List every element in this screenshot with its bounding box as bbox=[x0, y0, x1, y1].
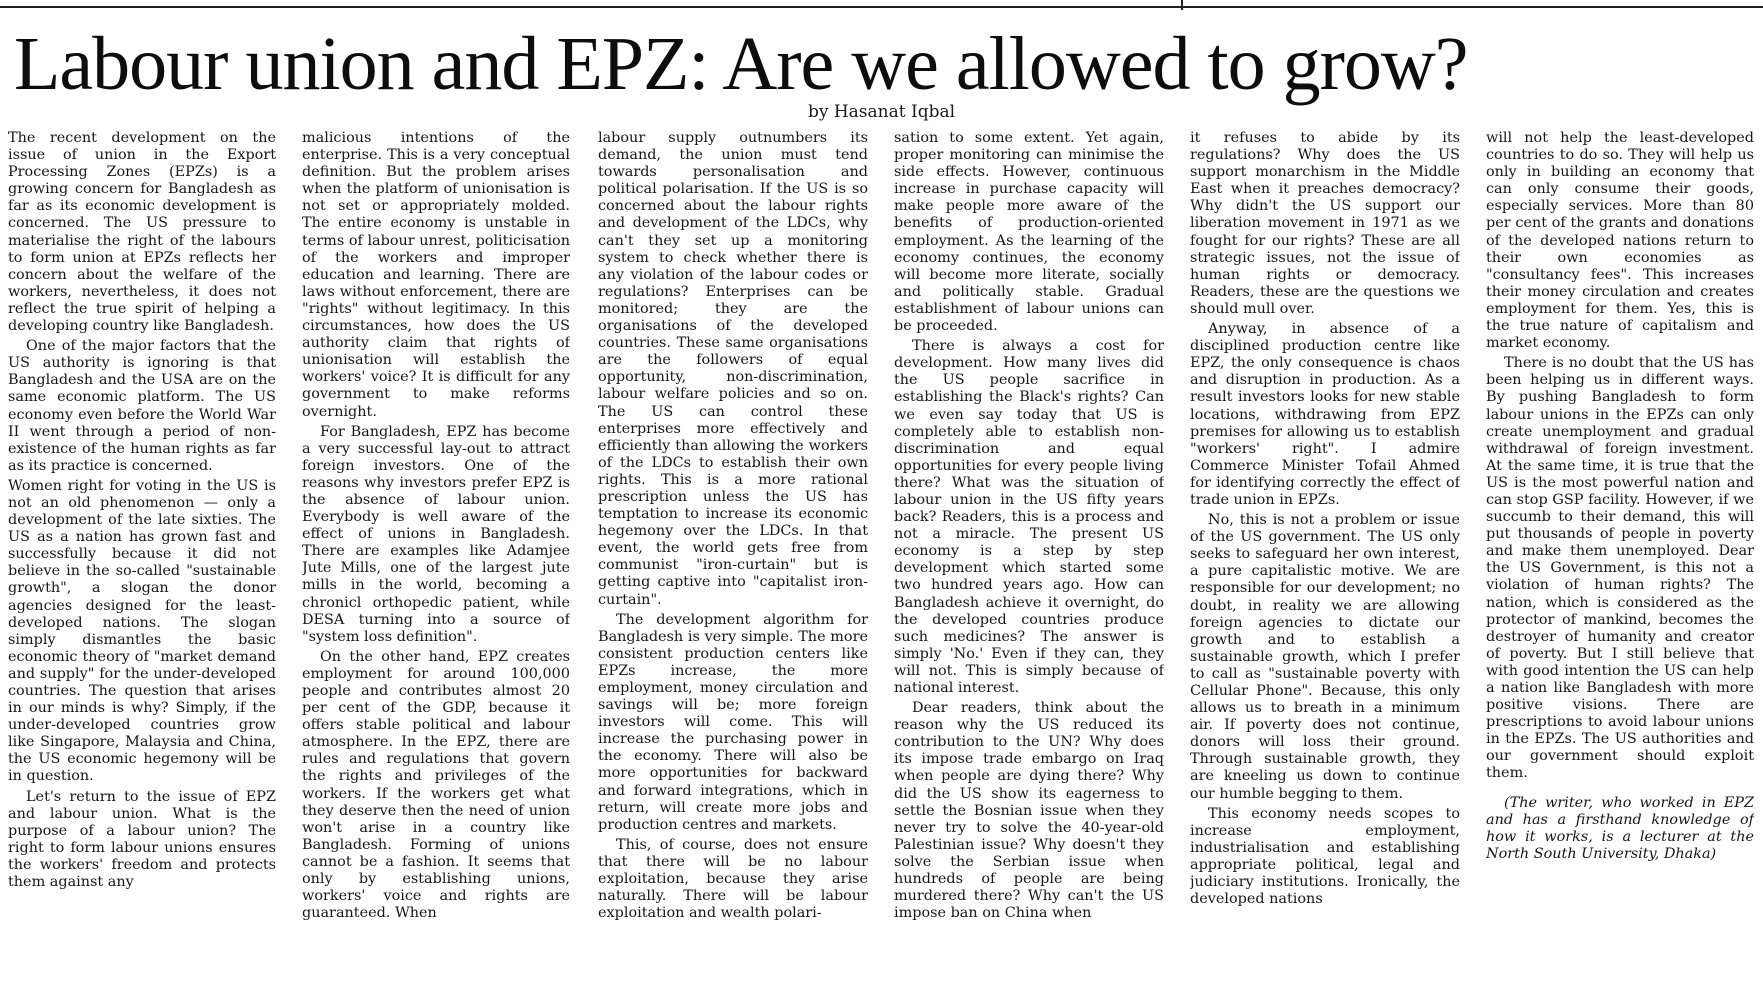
paragraph: One of the major factors that the US authority is ignoring is that Bangladesh and the USA are on the same economic platform. The US economy even before the World War II went through a period of non-existence of the human rights as far as its practice is concerned. bbox=[8, 338, 276, 474]
article-column-6 bbox=[1486, 130, 1754, 988]
article-column-3 bbox=[598, 130, 868, 988]
top-rule bbox=[0, 6, 1763, 8]
paragraph: labour supply outnumbers its demand, the union must tend towards personalisation and political polarisation. If the US is so concerned about the labour rights and development of the LDCs, why can't they set up a monitoring system to check whether there is any violation of the labour codes or regulations? Enterprises can be monitored; they are the organisations of the developed countries. These same organisations are the followers of equal opportunity, non-discrimination, labour welfare policies and so on. The US can control these enterprises more effectively and efficiently than allowing the workers of the LDCs to establish their own rights. This is a more rational prescription unless the US has temptation to increase its economic hegemony over the LDCs. In that event, the world gets free from communist "iron-curtain" but is getting captive into "capitalist iron-curtain". bbox=[598, 130, 868, 608]
paragraph: On the other hand, EPZ creates employment for around 100,000 people and contributes almost 20 per cent of the GDP, because it offers stable political and labour atmosphere. In the EPZ, there are rules and regulations that govern the rights and privileges of the workers. If the workers get what they deserve then the need of union won't arise in a country like Bangladesh. Forming of unions cannot be a fashion. It seems that only by establishing unions, workers' voice and rights are guaranteed. When bbox=[302, 648, 570, 922]
paragraph: This, of course, does not ensure that there will be no labour exploitation, because they arise naturally. There will be labour exploitation and wealth polari- bbox=[598, 836, 868, 922]
paragraph: malicious intentions of the enterprise. This is a very conceptual definition. But the problem arises when the platform of unionisation is not set or appropriately molded. The entire economy is unstable in terms of labour unrest, politicisation of the workers and improper education and learning. There are laws without enforcement, there are "rights" without legitimacy. In this circumstances, how does the US authority claim that rights of unionisation will establish the workers' voice? It is difficult for any government to make reforms overnight. bbox=[302, 130, 570, 420]
paragraph: This economy needs scopes to increase employment, industrialisation and establishing appropriate political, legal and judiciary institutions. Ironically, the developed nations bbox=[1190, 805, 1460, 908]
paragraph: Anyway, in absence of a disciplined production centre like EPZ, the only consequence is chaos and disruption in production. As a result investors looks for new stable locations, withdrawing from EPZ premises for allowing us to establish "workers' right". I admire Commerce Minister Tofail Ahmed for identifying correctly the effect of trade union in EPZs. bbox=[1190, 321, 1460, 508]
paragraph: sation to some extent. Yet again, proper monitoring can minimise the side effects. However, continuous increase in purchase capacity will make people more aware of the benefits of production-oriented employment. As the learning of the economy continues, the economy will become more literate, socially and politically stable. Gradual establishment of labour unions can be proceeded. bbox=[894, 130, 1164, 335]
article-column-1 bbox=[8, 130, 276, 988]
paragraph: Dear readers, think about the reason why the US reduced its contribution to the UN? Why does its impose trade embargo on Iraq when people are dying there? Why did the US show its eagerness to settle the Bosnian issue when they never try to solve the 40-year-old Palestinian issue? Why doesn't they solve the Serbian issue when hundreds of people are being murdered there? Why can't the US impose ban on China when bbox=[894, 700, 1164, 922]
paragraph: The development algorithm for Bangladesh is very simple. The more consistent production centers like EPZs increase, the more employment, money circulation and savings will be; more foreign investors will come. This will increase the purchasing power in the economy. There will also be more opportunities for backward and forward integrations, which in return, will create more jobs and production centres and markets. bbox=[598, 611, 868, 833]
paragraph: Women right for voting in the US is not an old phenomenon — only a development of the late sixties. The US as a nation has grown fast and successfully because it did not believe in the so-called "sustainable growth", a slogan the donor agencies designed for the least-developed nations. The slogan simply dismantles the basic economic theory of "market demand and supply" for the under-developed countries. The question that arises in our minds is why? Simply, if the under-developed countries grow like Singapore, Malaysia and China, the US economic hegemony will be in question. bbox=[8, 477, 276, 785]
paragraph: will not help the least-developed countries to do so. They will help us only in building an economy that can only consume their goods, especially services. More than 80 per cent of the grants and donations of the developed nations return to their own economies as "consultancy fees". This increases their money circulation and creates employment for them. Yes, this is the true nature of capitalism and market economy. bbox=[1486, 130, 1754, 352]
paragraph: There is always a cost for development. How many lives did the US people sacrifice in establishing the Black's rights? Can we even say today that US is completely able to establish non-discrimination and equal opportunities for every people living there? What was the situation of labour union in the US fifty years back? Readers, this is a process and not a miracle. The present US economy is a step by step development which started some two hundred years ago. How can Bangladesh achieve it overnight, do the developed countries produce such medicines? The answer is simply 'No.' Even if they can, they will not. This is simply because of national interest. bbox=[894, 338, 1164, 696]
paragraph: The recent development on the issue of union in the Export Processing Zones (EPZs) is a growing concern for Bangladesh as far as its economic development is concerned. The US pressure to materialise the right of the labours to form union at EPZs reflects her concern about the welfare of the workers, nevertheless, it does not reflect the true spirit of helping a developing country like Bangladesh. bbox=[8, 130, 276, 335]
headline: Labour union and EPZ: Are we allowed to grow? bbox=[14, 22, 1468, 106]
paragraph: it refuses to abide by its regulations? Why does the US support monarchism in the Middle East when it preaches democracy? Why didn't the US support our liberation movement in 1971 as we fought for our rights? These are all strategic issues, not the issue of human rights or democracy. Readers, these are the questions we should mull over. bbox=[1190, 130, 1460, 317]
paragraph: No, this is not a problem or issue of the US government. The US only seeks to safeguard her own interest, a pure capitalistic motive. We are responsible for our development; no doubt, in reality we are allowing foreign agencies to dictate our growth and to establish a sustainable growth, which I prefer to call as "sustainable poverty with Cellular Phone". Because, this only allows us to breath in a minimum air. If poverty does not continue, donors will loss their ground. Through sustainable growth, they are kneeling us down to continue our humble begging to them. bbox=[1190, 512, 1460, 802]
paragraph: There is no doubt that the US has been helping us in different ways. By pushing Bangladesh to form labour unions in the EPZs can only create unemployment and gradual withdrawal of foreign investment. At the same time, it is true that the US is the most powerful nation and can stop GSP facility. However, if we succumb to their demand, this will put thousands of people in poverty and make them unemployed. Dear the US Government, is this not a violation of human rights? The nation, which is considered as the protector of mankind, becomes the destroyer of humanity and creator of poverty. But I still believe that with good intention the US can help a nation like Bangladesh with more positive visions. There are prescriptions to avoid labour unions in the EPZs. The US authorities and our government should exploit them. bbox=[1486, 355, 1754, 782]
article-column-2 bbox=[302, 130, 570, 988]
paragraph: For Bangladesh, EPZ has become a very successful lay-out to attract foreign investors. One of the reasons why investors prefer EPZ is the absence of labour union. Everybody is well aware of the effect of unions in Bangladesh. There are examples like Adamjee Jute Mills, one of the largest jute mills in the world, becoming a chronicl orthopedic patient, while DESA turning into a source of "system loss definition". bbox=[302, 423, 570, 645]
article-column-5 bbox=[1190, 130, 1460, 988]
author-credit: (The writer, who worked in EPZ and has a firsthand knowledge of how it works, is a lecturer at the North South University, Dhaka) bbox=[1486, 794, 1754, 862]
top-tick-mark bbox=[1181, 0, 1183, 10]
byline: by Hasanat Iqbal bbox=[807, 102, 956, 122]
article-column-4 bbox=[894, 130, 1164, 988]
paragraph: Let's return to the issue of EPZ and labour union. What is the purpose of a labour union? The right to form labour unions ensures the workers' freedom and protects them against any bbox=[8, 788, 276, 891]
